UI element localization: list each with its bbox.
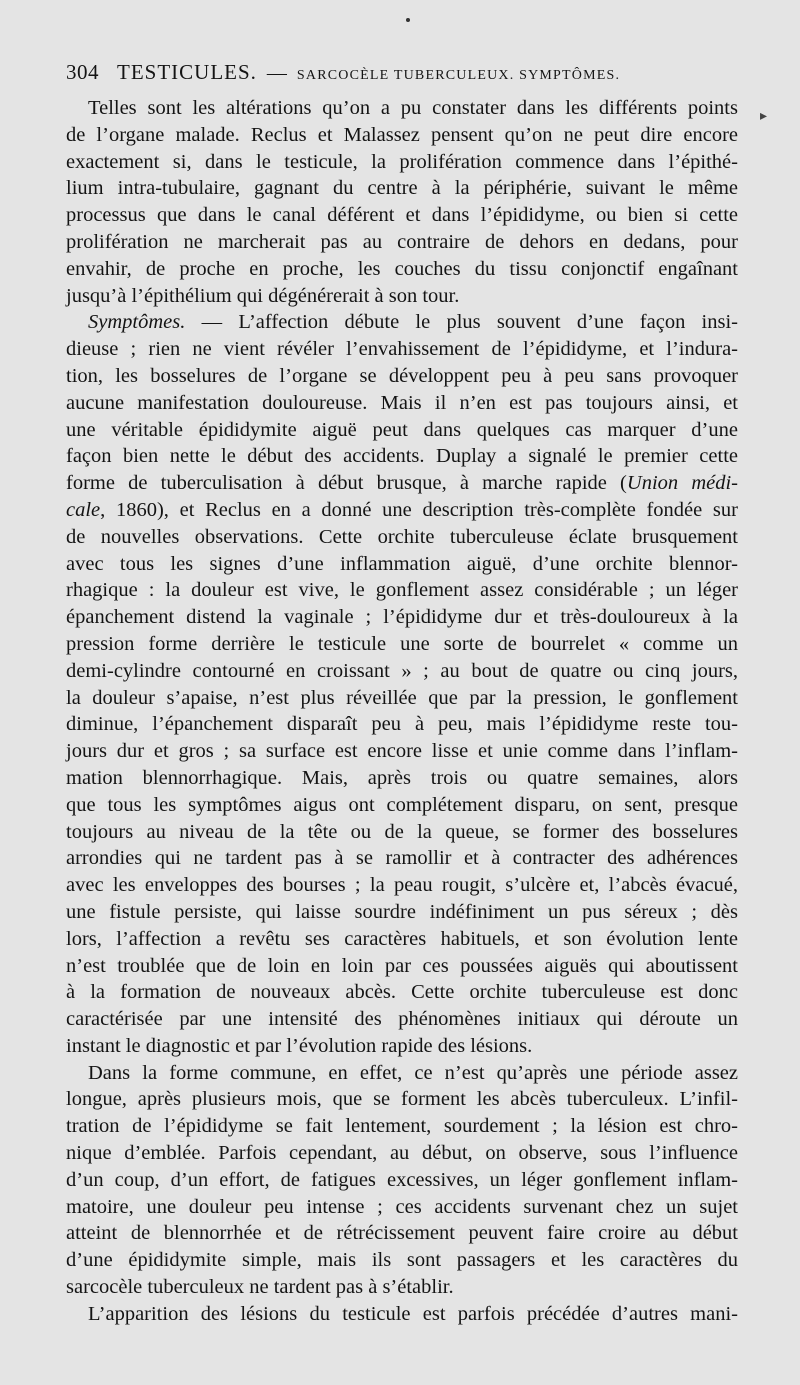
header-dash: —	[266, 62, 287, 84]
section-heading: Symptômes.	[88, 311, 186, 334]
line-text: forme de tuberculisation à début brusque, à marche rapide (	[66, 472, 627, 495]
line-text: lors, l’affection a revêtu ses caractères habituels, et son évolution lente	[66, 927, 738, 950]
body-text	[66, 95, 738, 1328]
line-text: atteint de blennorrhée et de rétrécissement peuvent faire croire au début	[66, 1222, 738, 1245]
chapter-title: TESTICULES.	[117, 60, 257, 84]
text-line	[66, 1301, 738, 1328]
line-text: n’est troublée que de loin en loin par ces poussées aiguës qui aboutissent	[66, 954, 738, 977]
text-line	[66, 1220, 738, 1247]
text-line	[66, 738, 738, 765]
text-line	[66, 417, 738, 444]
line-text: diminue, l’épanchement disparaît peu à peu, mais l’épididyme reste tou-	[66, 713, 738, 736]
heading-dash: —	[185, 311, 239, 334]
line-text: toujours au niveau de la tête ou de la queue, se former des bosselures	[66, 820, 738, 843]
text-line	[66, 175, 738, 202]
text-line	[66, 470, 738, 497]
line-text: , 1860), et Reclus en a donné une description très-complète fondée sur	[100, 498, 738, 521]
text-line	[66, 765, 738, 792]
line-text: façon bien nette le début des accidents. Duplay a signalé le premier cette	[66, 445, 738, 468]
citation-italic: Union médi-	[626, 472, 738, 495]
line-text: longue, après plusieurs mois, que se forment les abcès tuberculeux. L’infil-	[66, 1088, 738, 1111]
line-text: jours dur et gros ; sa surface est encore lisse et unie comme dans l’inflam-	[66, 740, 738, 763]
line-text: d’un coup, d’un effort, de fatigues excessives, un léger gonflement inflam-	[66, 1168, 738, 1191]
line-text: jusqu’à l’épithélium qui dégénérerait à son tour.	[66, 284, 460, 307]
line-text: caractérisée par une intensité des phénomènes initiaux qui déroute un	[66, 1008, 738, 1031]
text-line	[66, 1140, 738, 1167]
line-text: pression forme derrière le testicule une sorte de bourrelet « comme un	[66, 632, 738, 655]
text-line	[66, 95, 738, 122]
line-text: Dans la forme commune, en effet, ce n’est qu’après une période assez	[88, 1061, 738, 1084]
text-line	[66, 229, 738, 256]
text-line	[66, 926, 738, 953]
text-line	[66, 658, 738, 685]
text-line	[66, 443, 738, 470]
text-line	[66, 792, 738, 819]
text-line	[66, 551, 738, 578]
line-text: dieuse ; rien ne vient révéler l’envahissement de l’épididyme, et l’indura-	[66, 338, 738, 361]
text-line	[66, 604, 738, 631]
line-text: mation blennorrhagique. Mais, après trois ou quatre semaines, alors	[66, 766, 738, 789]
text-line	[66, 309, 738, 336]
text-line	[66, 122, 738, 149]
line-text: une véritable épididymite aiguë peut dans quelques cas marquer d’une	[66, 418, 738, 441]
text-line	[66, 149, 738, 176]
line-text: que tous les symptômes aigus ont complétement disparu, on sent, presque	[66, 793, 738, 816]
line-text: d’une épididymite simple, mais ils sont passagers et les caractères du	[66, 1249, 738, 1272]
line-text: la douleur s’apaise, n’est plus réveillée que par la pression, le gonflement	[66, 686, 738, 709]
text-line	[66, 953, 738, 980]
line-text: L’affection débute le plus souvent d’une façon insi-	[238, 311, 738, 334]
line-text: tration de l’épididyme se fait lentement, sourdement ; la lésion est chro-	[66, 1115, 738, 1138]
text-line	[66, 256, 738, 283]
line-text: tion, les bosselures de l’organe se développent peu à peu sans provoquer	[66, 364, 738, 387]
text-line	[66, 577, 738, 604]
text-line	[66, 819, 738, 846]
text-line	[66, 685, 738, 712]
text-line	[66, 1247, 738, 1274]
page-number: 304	[66, 60, 99, 84]
line-text: lium intra-tubulaire, gagnant du centre à la périphérie, suivant le même	[66, 177, 738, 200]
text-line	[66, 283, 738, 310]
line-text: prolifération ne marcherait pas au contraire de dehors en dedans, pour	[66, 230, 738, 253]
text-line	[66, 1033, 738, 1060]
line-text: avec les enveloppes des bourses ; la peau rougit, s’ulcère et, l’abcès évacué,	[66, 874, 738, 897]
text-line	[66, 363, 738, 390]
running-header	[66, 60, 746, 90]
line-text: une fistule persiste, qui laisse sourdre indéfiniment un pus séreux ; dès	[66, 900, 738, 923]
line-text: de nouvelles observations. Cette orchite tuberculeuse éclate brusquement	[66, 525, 738, 548]
text-line	[66, 390, 738, 417]
line-text: aucune manifestation douloureuse. Mais il n’en est pas toujours ainsi, et	[66, 391, 738, 414]
text-line	[66, 1006, 738, 1033]
line-text: processus que dans le canal déférent et dans l’épididyme, ou bien si cette	[66, 204, 738, 227]
line-text: épanchement distend la vaginale ; l’épididyme dur et très-douloureux à la	[66, 606, 738, 629]
text-line	[66, 202, 738, 229]
line-text: L’apparition des lésions du testicule est parfois précédée d’autres mani-	[88, 1302, 738, 1325]
text-line	[66, 899, 738, 926]
text-line	[66, 979, 738, 1006]
text-line	[66, 497, 738, 524]
text-line	[66, 1194, 738, 1221]
text-line	[66, 631, 738, 658]
line-text: de l’organe malade. Reclus et Malassez pensent qu’on ne peut dire encore	[66, 123, 738, 146]
margin-mark: ▸	[760, 108, 768, 124]
text-line	[66, 872, 738, 899]
text-line	[66, 1113, 738, 1140]
line-text: demi-cylindre contourné en croissant » ; au bout de quatre ou cinq jours,	[66, 659, 738, 682]
line-text: arrondies qui ne tardent pas à se ramollir et à contracter des adhérences	[66, 847, 738, 870]
line-text: à la formation de nouveaux abcès. Cette orchite tuberculeuse est donc	[66, 981, 738, 1004]
line-text: envahir, de proche en proche, les couches du tissu conjonctif engaînant	[66, 257, 738, 280]
text-line	[66, 524, 738, 551]
section-subtitle: SARCOCÈLE TUBERCULEUX. SYMPTÔMES.	[296, 68, 621, 83]
text-line	[66, 1167, 738, 1194]
text-line	[66, 1060, 738, 1087]
line-text: rhagique : la douleur est vive, le gonflement assez considérable ; un léger	[66, 579, 738, 602]
citation-italic: cale	[66, 498, 101, 521]
line-text: nique d’emblée. Parfois cependant, au début, on observe, sous l’influence	[66, 1142, 738, 1165]
line-text: instant le diagnostic et par l’évolution rapide des lésions.	[66, 1034, 533, 1057]
text-line	[66, 1274, 738, 1301]
line-text: matoire, une douleur peu intense ; ces accidents survenant chez un sujet	[66, 1195, 738, 1218]
line-text: sarcocèle tuberculeux ne tardent pas à s’établir.	[66, 1276, 454, 1299]
text-line	[66, 336, 738, 363]
text-line	[66, 845, 738, 872]
text-line	[66, 1086, 738, 1113]
print-speck	[406, 18, 410, 22]
text-line	[66, 711, 738, 738]
line-text: avec tous les signes d’une inflammation aiguë, d’une orchite blennor-	[66, 552, 738, 575]
line-text: exactement si, dans le testicule, la prolifération commence dans l’épithé-	[66, 150, 738, 173]
line-text: Telles sont les altérations qu’on a pu constater dans les différents points	[88, 97, 738, 119]
